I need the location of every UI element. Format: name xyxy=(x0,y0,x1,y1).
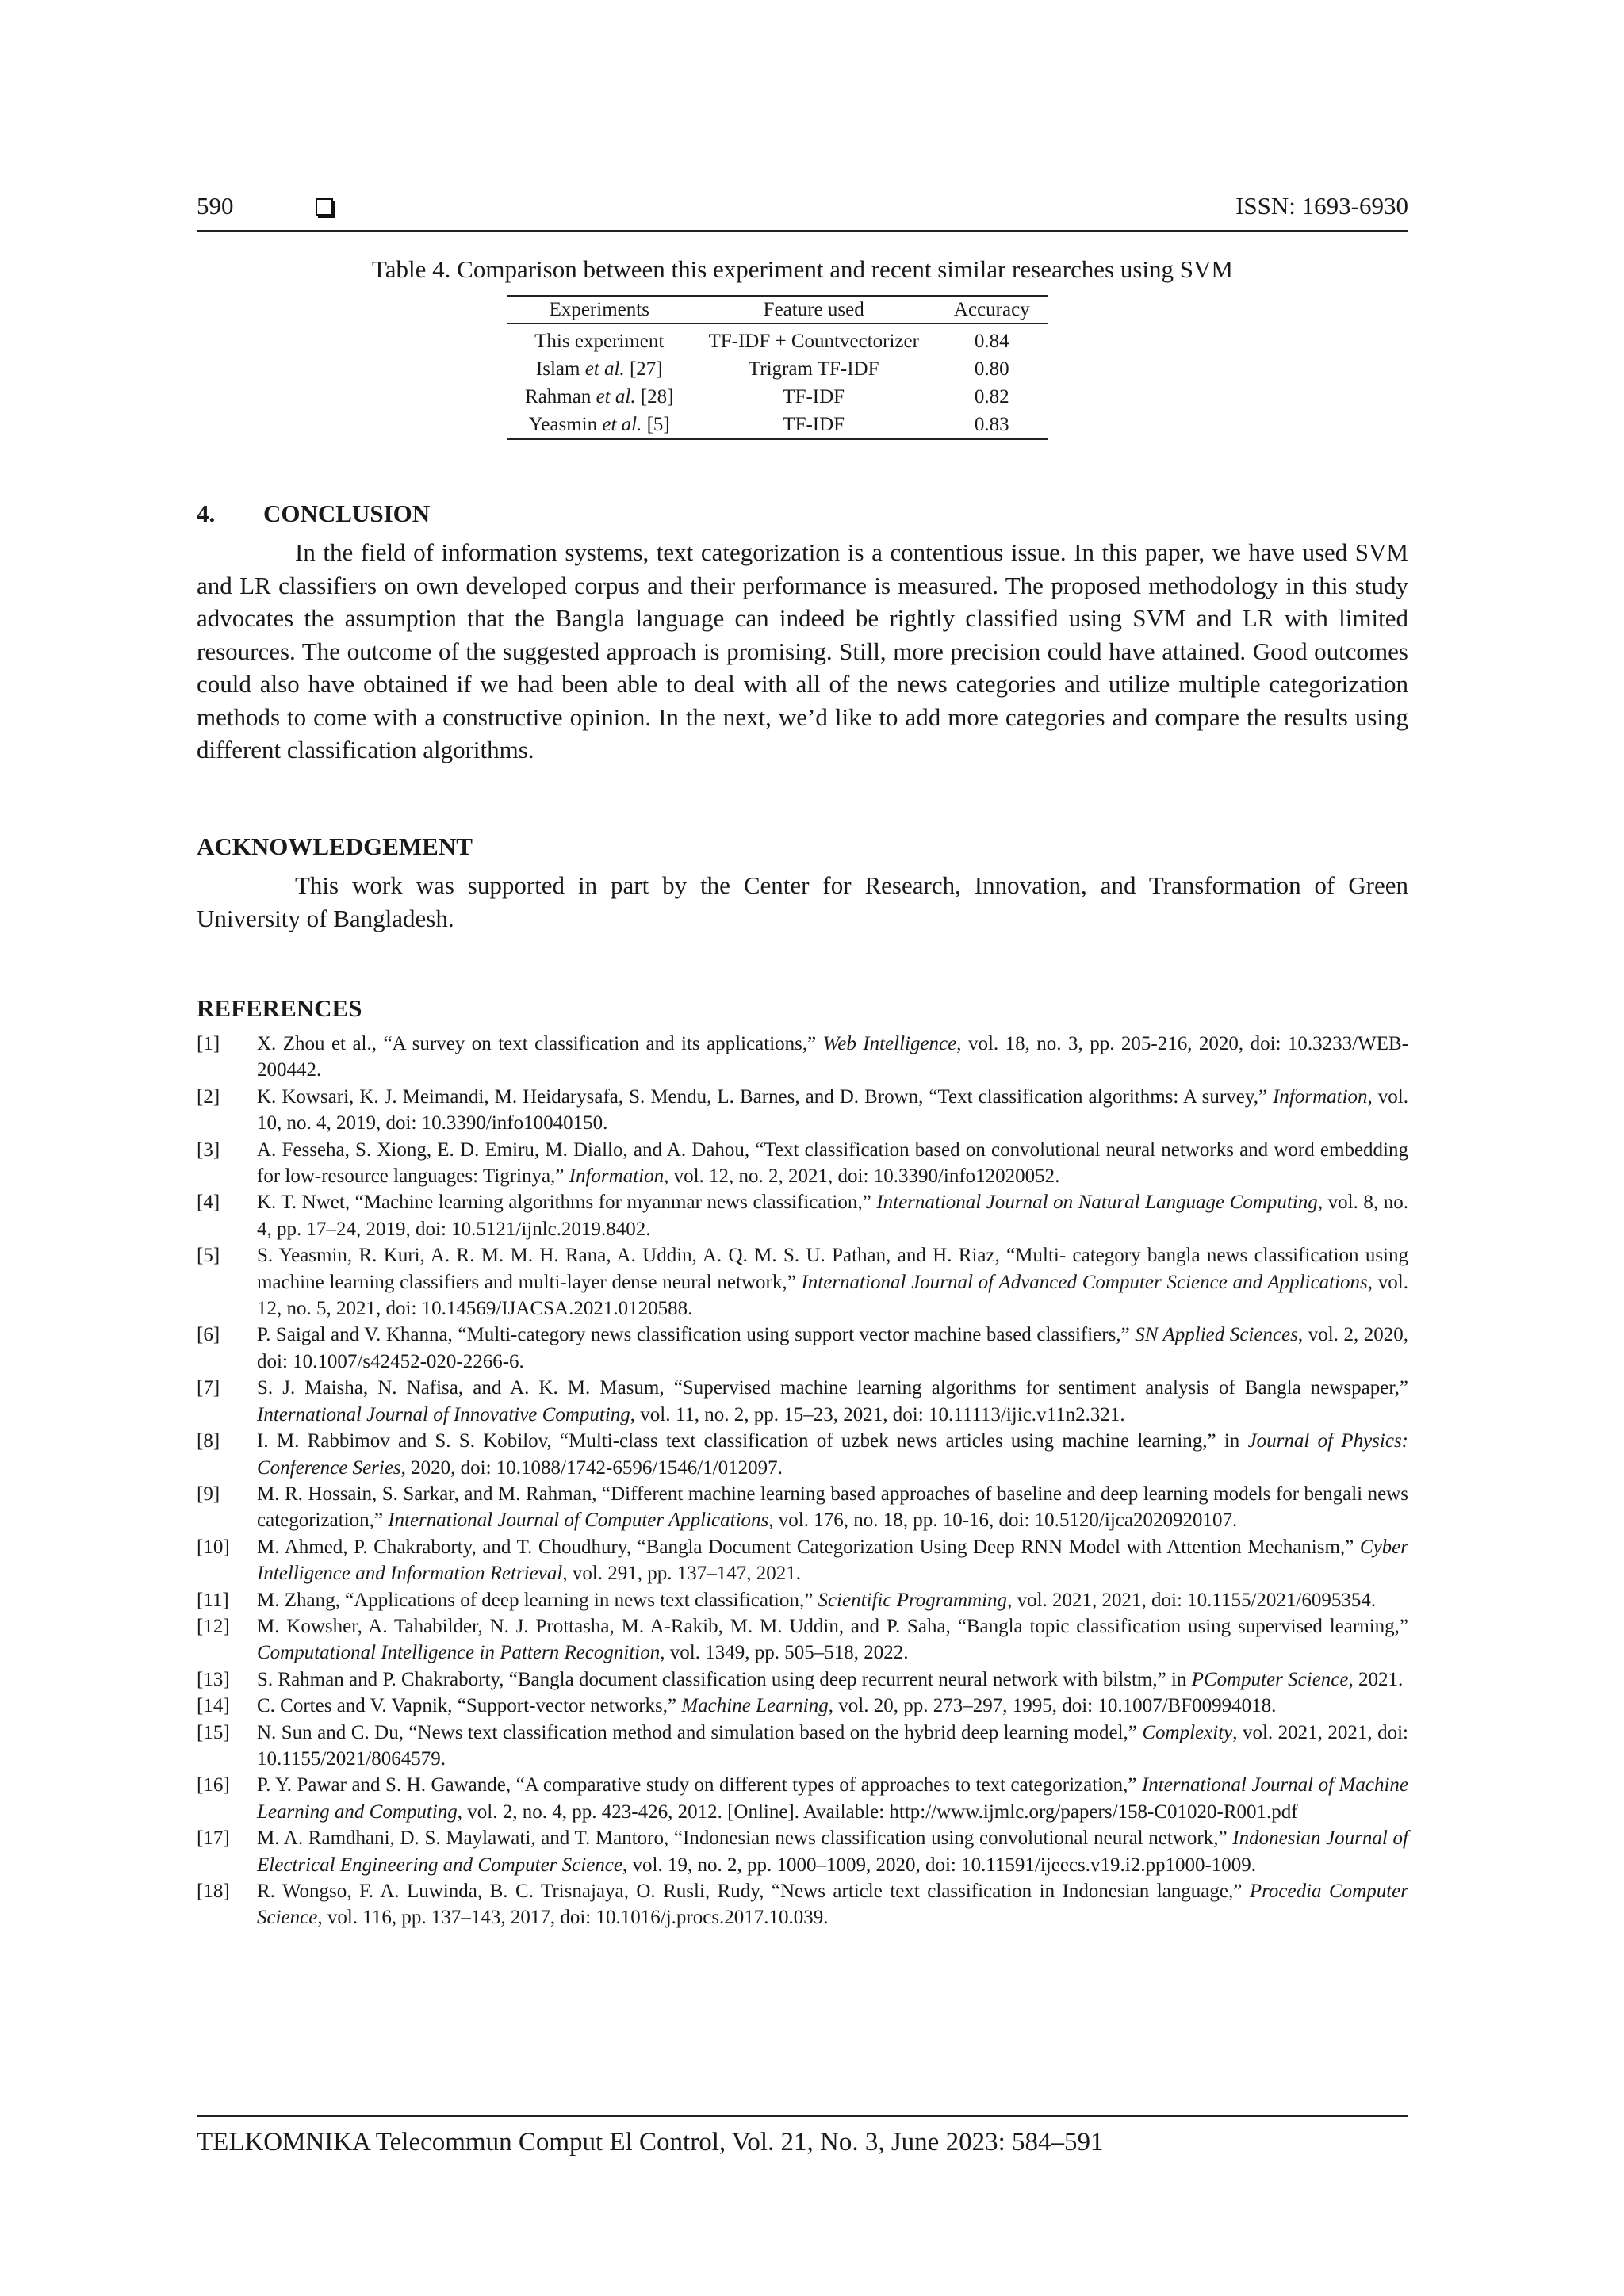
reference-number: [17] xyxy=(197,1827,230,1850)
section-title: CONCLUSION xyxy=(263,499,431,527)
reference-number: [10] xyxy=(197,1536,230,1558)
reference-list xyxy=(197,1031,1408,1931)
reference-number: [4] xyxy=(197,1192,220,1214)
accuracy-cell: 0.82 xyxy=(974,385,1009,408)
column-header-experiments: Experiments xyxy=(508,296,691,324)
reference-item xyxy=(197,1137,1408,1190)
reference-item xyxy=(197,1825,1408,1878)
reference-item xyxy=(197,1084,1408,1137)
reference-item xyxy=(197,1693,1408,1719)
reference-item xyxy=(197,1375,1408,1428)
reference-text: S. J. Maisha, N. Nafisa, and A. K. M. Masum, “Supervised machine learning algorithms for sentiment analysis of Bangla newspaper,” International Journal of Innovative Computing, vol. 11, no. 2, pp. 15–23, 2021, doi: 10.11113/ijic.v11n2.321. xyxy=(257,1377,1408,1425)
journal-name: Computational Intelligence in Pattern Recognition xyxy=(257,1642,661,1664)
column-header-accuracy: Accuracy xyxy=(936,296,1048,324)
experiment-cell: Rahman et al. [28] xyxy=(525,385,674,408)
reference-item xyxy=(197,1720,1408,1773)
reference-number: [2] xyxy=(197,1085,220,1108)
reference-item xyxy=(197,1667,1408,1693)
reference-number: [13] xyxy=(197,1668,230,1690)
table-header-row xyxy=(508,296,1048,324)
reference-item xyxy=(197,1772,1408,1825)
conclusion-paragraph: In the field of information systems, text categorization is a contentious issue. In this paper, we have used SVM and LR classifiers on own developed corpus and their performance is measured. The proposed methodology in this study advocates the assumption that the Bangla language can indeed be rightly classified using SVM and LR with limited resources. The outcome of the suggested approach is promising. Still, more precision could have attained. Good outcomes could also have obtained if we had been able to deal with all of the news categories and utilize multiple categorization methods to come with a constructive opinion. In the next, we’d like to add more categories and compare the results using different classification algorithms. xyxy=(197,538,1408,763)
feature-cell: Trigram TF-IDF xyxy=(748,358,879,380)
acknowledgement-heading: ACKNOWLEDGEMENT xyxy=(197,832,473,860)
experiment-cell: Islam et al. [27] xyxy=(535,358,663,380)
feature-cell: TF-IDF + Countvectorizer xyxy=(708,330,919,352)
reference-text: S. Yeasmin, R. Kuri, A. R. M. M. H. Rana, A. Uddin, A. Q. M. S. U. Pathan, and H. Riaz, “Multi- category bangla news classification using machine learning classifiers and multi-layer dense neural network,” International Journal of Advanced Computer Science and Applications, vol. 12, no. 5, 2021, doi: 10.14569/IJACSA.2021.0120588. xyxy=(257,1245,1408,1320)
journal-name: Indonesian Journal of Electrical Engineering and Computer Science xyxy=(257,1827,1408,1876)
reference-number: [18] xyxy=(197,1881,230,1902)
column-header-feature: Feature used xyxy=(691,296,936,324)
reference-number: [11] xyxy=(197,1589,229,1611)
experiment-cell: This experiment xyxy=(534,330,665,352)
reference-text: I. M. Rabbimov and S. S. Kobilov, “Multi-class text classification of uzbek news articles using machine learning,” in Journal of Physics: Conference Series, 2020, doi: 10.1088/1742-6596/1546/1/012097. xyxy=(257,1430,1408,1479)
reference-number: [6] xyxy=(197,1324,220,1346)
reference-item xyxy=(197,1878,1408,1931)
acknowledgement-paragraph: This work was supported in part by the Center for Research, Innovation, and Transformation of Green University of Bangladesh. xyxy=(197,871,1408,932)
reference-item xyxy=(197,1242,1408,1322)
reference-text: K. Kowsari, K. J. Meimandi, M. Heidarysafa, S. Mendu, L. Barnes, and D. Brown, “Text classification algorithms: A survey,” Information, vol. 10, no. 4, 2019, doi: 10.3390/info10040150. xyxy=(257,1085,1408,1135)
table-row xyxy=(508,411,1048,439)
journal-name: Complexity xyxy=(1142,1721,1233,1743)
table-row xyxy=(508,324,1048,356)
reference-text: A. Fesseha, S. Xiong, E. D. Emiru, M. Diallo, and A. Dahou, “Text classification based on convolutional neural networks and word embedding for low-resource languages: Tigrinya,” Information, vol. 12, no. 2, 2021, doi: 10.3390/info12020052. xyxy=(257,1138,1408,1188)
reference-number: [7] xyxy=(197,1377,220,1399)
journal-name: International Journal of Advanced Computer Science and Applications xyxy=(801,1271,1368,1293)
table-row xyxy=(508,383,1048,411)
journal-name: Machine Learning xyxy=(681,1695,829,1717)
table-caption: Table 4. Comparison between this experiment and recent similar researches using SVM xyxy=(372,255,1233,283)
reference-item xyxy=(197,1587,1408,1613)
journal-name: Journal of Physics: Conference Series xyxy=(257,1430,1408,1479)
journal-name: Information xyxy=(1273,1085,1368,1108)
reference-text: K. T. Nwet, “Machine learning algorithms for myanmar news classification,” International Journal on Natural Language Computing, vol. 8, no. 4, pp. 17–24, 2019, doi: 10.5121/ijnlc.2019.8402. xyxy=(257,1192,1408,1240)
reference-item xyxy=(197,1613,1408,1667)
feature-cell: TF-IDF xyxy=(783,385,845,408)
reference-item xyxy=(197,1322,1408,1375)
journal-name: SN Applied Sciences xyxy=(1135,1324,1298,1346)
reference-item xyxy=(197,1534,1408,1587)
reference-number: [14] xyxy=(197,1695,230,1717)
reference-number: [16] xyxy=(197,1774,230,1797)
page-footer: TELKOMNIKA Telecommun Comput El Control, Vol. 21, No. 3, June 2023: 584–591 xyxy=(197,2115,1408,2157)
reference-number: [5] xyxy=(197,1245,220,1267)
journal-name: International Journal of Innovative Computing xyxy=(257,1403,630,1425)
reference-text: M. Kowsher, A. Tahabilder, N. J. Prottasha, M. A-Rakib, M. M. Uddin, and P. Saha, “Bangla topic classification using supervised learning,” Computational Intelligence in Pattern Recognition, vol. 1349, pp. 505–518, 2022. xyxy=(257,1615,1408,1664)
journal-name: PComputer Science xyxy=(1191,1668,1349,1690)
journal-name: International Journal of Computer Applications xyxy=(388,1510,769,1532)
issn-label: ISSN: 1693-6930 xyxy=(1235,192,1408,220)
reference-text: M. Ahmed, P. Chakraborty, and T. Choudhury, “Bangla Document Categorization Using Deep RNN Model with Attention Mechanism,” Cyber Intelligence and Information Retrieval, vol. 291, pp. 137–147, 2021. xyxy=(257,1536,1408,1585)
reference-text: M. R. Hossain, S. Sarkar, and M. Rahman, “Different machine learning based approaches of baseline and deep learning models for bengali news categorization,” International Journal of Computer Applications, vol. 176, no. 18, pp. 10-16, doi: 10.5120/ijca2020920107. xyxy=(257,1483,1408,1532)
reference-text: C. Cortes and V. Vapnik, “Support-vector networks,” Machine Learning, vol. 20, pp. 273–297, 1995, doi: 10.1007/BF00994018. xyxy=(257,1695,1277,1717)
references-heading: REFERENCES xyxy=(197,994,362,1022)
page-header xyxy=(197,190,1408,232)
section-number: 4. xyxy=(197,499,216,527)
reference-number: [8] xyxy=(197,1430,220,1452)
reference-item xyxy=(197,1481,1408,1534)
reference-text: X. Zhou et al., “A survey on text classification and its applications,” Web Intelligence, vol. 18, no. 3, pp. 205-216, 2020, doi: 10.3233/WEB-200442. xyxy=(257,1033,1408,1081)
reference-number: [12] xyxy=(197,1615,230,1637)
journal-name: Information xyxy=(569,1165,665,1188)
reference-item xyxy=(197,1189,1408,1242)
reference-item xyxy=(197,1428,1408,1481)
reference-text: P. Saigal and V. Khanna, “Multi-category news classification using support vector machine based classifiers,” SN Applied Sciences, vol. 2, 2020, doi: 10.1007/s42452-020-2266-6. xyxy=(257,1324,1408,1372)
experiment-cell: Yeasmin et al. [5] xyxy=(528,413,670,435)
checkbox-square-icon xyxy=(316,198,333,216)
reference-number: [3] xyxy=(197,1138,220,1161)
reference-text: S. Rahman and P. Chakraborty, “Bangla document classification using deep recurrent neural network with bilstm,” in PComputer Science, 2021. xyxy=(257,1668,1404,1690)
journal-name: International Journal on Natural Language Computing xyxy=(876,1192,1318,1214)
accuracy-cell: 0.84 xyxy=(974,330,1009,352)
reference-number: [15] xyxy=(197,1721,230,1743)
journal-name: International Journal of Machine Learning and Computing xyxy=(257,1774,1409,1823)
reference-text: P. Y. Pawar and S. H. Gawande, “A comparative study on different types of approaches to text categorization,” International Journal of Machine Learning and Computing, vol. 2, no. 4, pp. 423-426, 2012. [Online]. Available: http://www.ijmlc.org/papers/158-C01020-R001.pdf xyxy=(257,1774,1409,1823)
reference-number: [9] xyxy=(197,1483,220,1505)
reference-text: R. Wongso, F. A. Luwinda, B. C. Trisnajaya, O. Rusli, Rudy, “News article text classification in Indonesian language,” Procedia Computer Science, vol. 116, pp. 137–143, 2017, doi: 10.1016/j.procs.2017.10.039. xyxy=(257,1881,1408,1929)
accuracy-cell: 0.80 xyxy=(974,358,1009,380)
table-row xyxy=(508,355,1048,383)
journal-name: Web Intelligence xyxy=(822,1033,957,1054)
reference-item xyxy=(197,1031,1408,1084)
conclusion-heading xyxy=(197,499,430,528)
reference-text: M. A. Ramdhani, D. S. Maylawati, and T. Mantoro, “Indonesian news classification using convolutional neural network,” Indonesian Journal of Electrical Engineering and Computer Science, vol. 19, no. 2, pp. 1000–1009, 2020, doi: 10.11591/ijeecs.v19.i2.pp1000-1009. xyxy=(257,1827,1408,1876)
page-number: 590 xyxy=(197,192,234,220)
journal-name: Scientific Programming xyxy=(818,1589,1008,1611)
feature-cell: TF-IDF xyxy=(783,413,845,435)
journal-name: Cyber Intelligence and Information Retrieval xyxy=(257,1536,1408,1585)
accuracy-cell: 0.83 xyxy=(974,413,1009,435)
reference-text: N. Sun and C. Du, “News text classification method and simulation based on the hybrid deep learning model,” Complexity, vol. 2021, 2021, doi: 10.1155/2021/8064579. xyxy=(257,1721,1408,1770)
reference-text: M. Zhang, “Applications of deep learning in news text classification,” Scientific Programming, vol. 2021, 2021, doi: 10.1155/2021/6095354. xyxy=(257,1589,1377,1611)
comparison-table xyxy=(508,295,1048,440)
reference-number: [1] xyxy=(197,1033,220,1054)
journal-name: Procedia Computer Science xyxy=(257,1881,1408,1929)
